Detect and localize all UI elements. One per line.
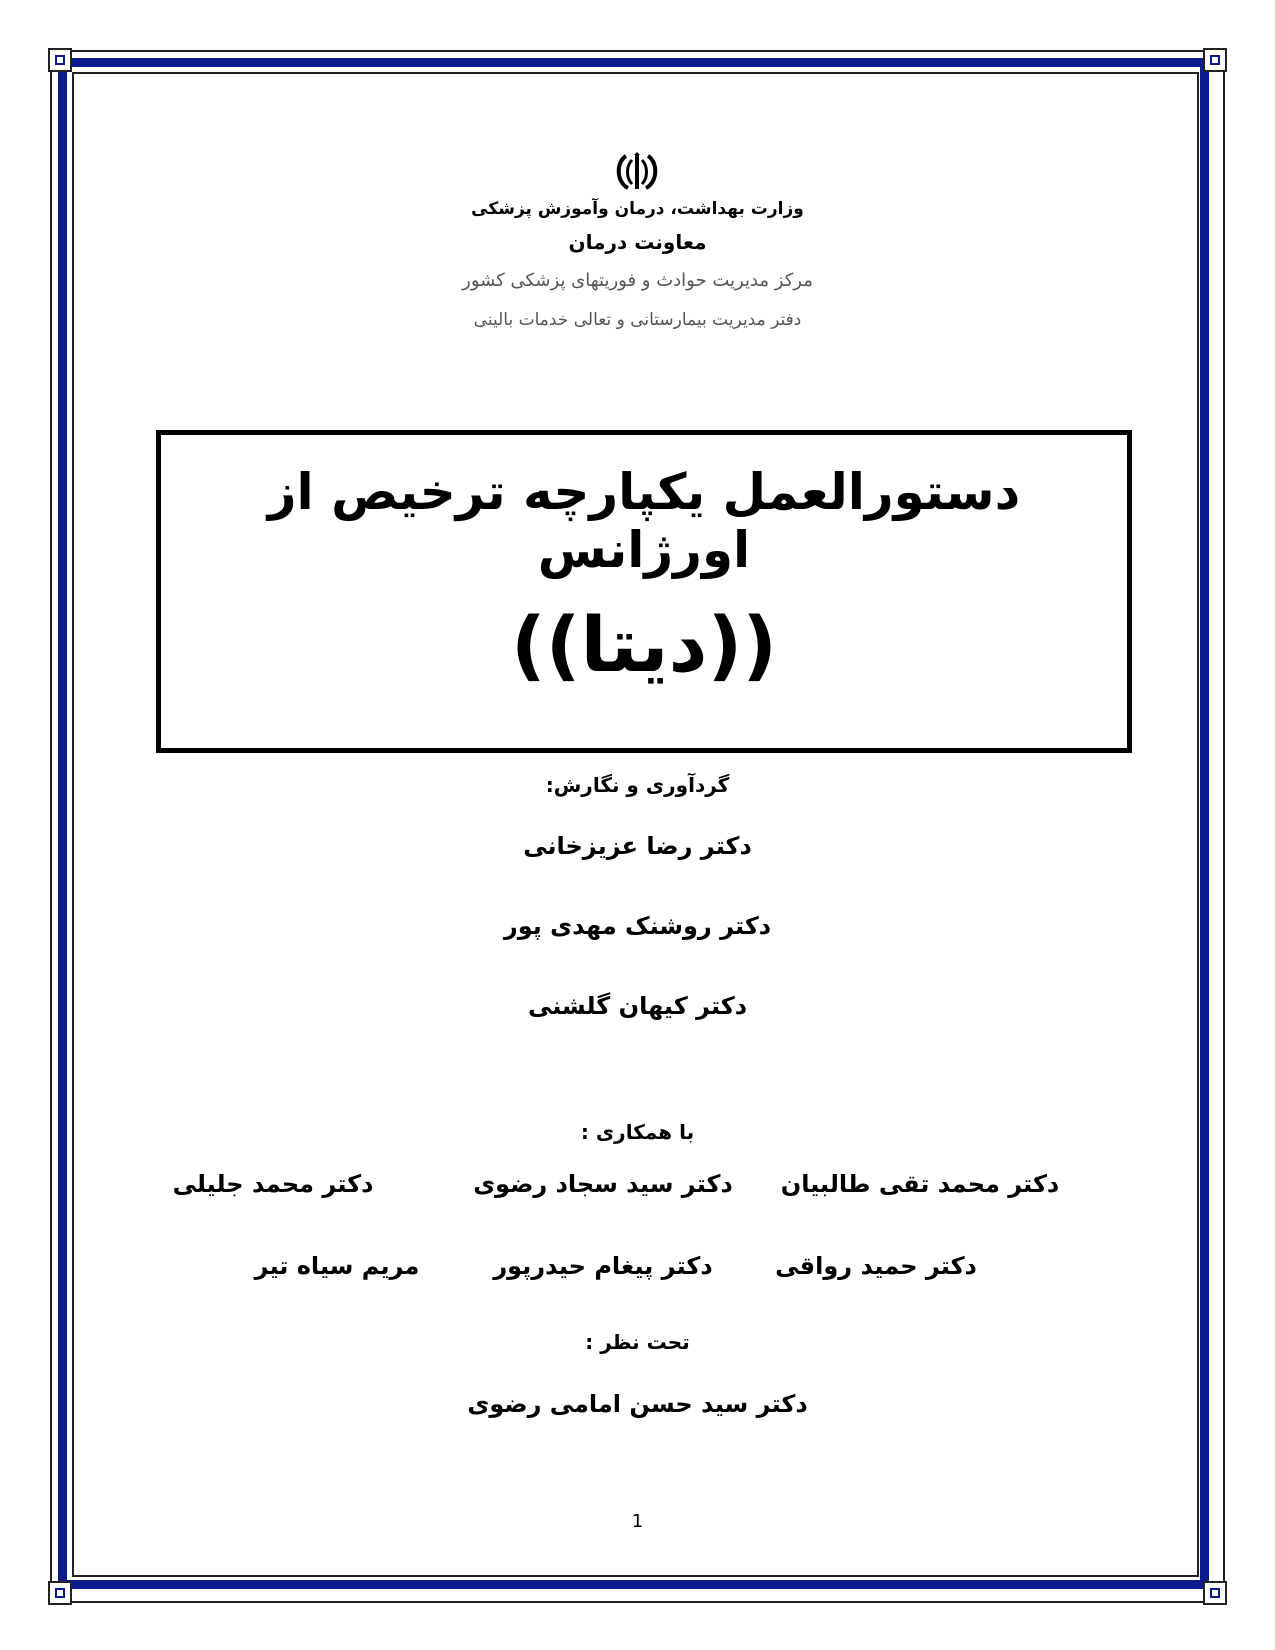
author-name: دکتر کیهان گلشنی: [527, 992, 748, 1020]
author-name: دکتر رضا عزیزخانی: [523, 832, 752, 860]
collaborator-name: دکتر پیغام حیدرپور: [493, 1252, 713, 1280]
center-name: مرکز مدیریت حوادث و فوریتهای پزشکی کشور: [462, 270, 813, 291]
collaborator-name: مریم سیاه تیر: [254, 1252, 420, 1280]
supervision-label: تحت نظر :: [585, 1330, 690, 1354]
border-corner-top-left: [48, 48, 72, 72]
collaborator-name: دکتر محمد جلیلی: [172, 1170, 374, 1198]
title-box: [156, 430, 1132, 753]
deputy-name: معاونت درمان: [568, 230, 707, 254]
page-number: 1: [631, 1511, 644, 1532]
collaborator-name: دکتر محمد تقی طالبیان: [780, 1170, 1060, 1198]
supervisor-name: دکتر سید حسن امامی رضوی: [467, 1390, 808, 1418]
author-name: دکتر روشنک مهدی پور: [503, 912, 772, 940]
border-corner-bottom-left: [48, 1581, 72, 1605]
collaborator-name: دکتر سید سجاد رضوی: [473, 1170, 733, 1198]
border-corner-bottom-right: [1203, 1581, 1227, 1605]
collaborator-name: دکتر حمید رواقی: [775, 1252, 977, 1280]
document-acronym: ((دیتا)): [510, 600, 778, 689]
iran-emblem-icon: [612, 152, 662, 192]
border-corner-top-right: [1203, 48, 1227, 72]
document-title: دستورالعمل یکپارچه ترخیص از اورژانس: [267, 463, 1021, 579]
authors-label: گردآوری و نگارش:: [545, 773, 730, 797]
ministry-name: وزارت بهداشت، درمان وآموزش پزشکی: [471, 199, 804, 219]
office-name: دفتر مدیریت بیمارستانی و تعالی خدمات بالینی: [473, 310, 802, 330]
collaboration-label: با همکاری :: [580, 1120, 695, 1144]
